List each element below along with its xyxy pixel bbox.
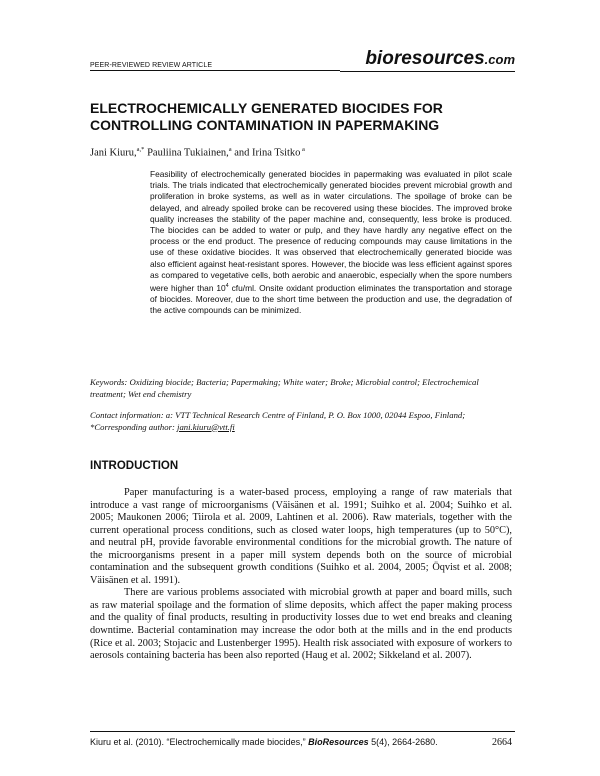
contact-information: [90, 410, 515, 433]
abstract-exponent: 4: [225, 283, 229, 290]
running-header-label: PEER-REVIEWED REVIEW ARTICLE: [90, 62, 340, 71]
body-paragraph: There are various problems associated with microbial growth at paper and board mills, such as raw material spoilage and the formation of slime deposits, which affect the paper making process and the quality of final products, resulting in productivity losses due to wet end breaks and cleaning downtime. Bacterial contamination may increase the odor both at the mills and in the end products (Rice et al. 2003; Stojacic and Lustenberger 1995). Health risk associated with exposure of workers to aerosols containing bacteria has been also reported (Haug et al. 2002; Sikkeland et al. 2007).: [90, 587, 512, 662]
footer-journal: BioResources: [308, 737, 369, 747]
author-name: Jani Kiuru,: [90, 147, 137, 159]
article-title: [90, 100, 510, 134]
article-title-line: CONTROLLING CONTAMINATION IN PAPERMAKING: [90, 117, 440, 133]
author-name: Pauliina Tukiainen,: [144, 147, 229, 159]
author-affiliation: a: [300, 146, 305, 153]
footer-volume: 5(4), 2664-2680.: [368, 737, 438, 747]
article-title-line: ELECTROCHEMICALLY GENERATED BIOCIDES FOR: [90, 100, 443, 116]
abstract: [150, 169, 512, 316]
body-paragraph: Paper manufacturing is a water-based process, employing a range of raw materials that introduce a vast range of microorganisms (Väisänen et al. 1991; Suihko et al. 2004; Suihko et al. 2005; Maukonen 2006; Tiirola et al. 2009, Lahtinen et al. 2006). Raw materials, together with the current operational process conditions, such as closed water loops, high temperatures (up to 50°C), and neutral pH, provide favorable environmental conditions for the microbial growth. The nature of the microorganisms present in a paper mill system depends both on the source of microbial contamination and the subsequent growth conditions (Suihko et al. 2004, 2005; Öqvist et al. 2008; Väisänen et al. 1991).: [90, 487, 512, 586]
page-footer: [90, 731, 515, 747]
journal-logo-name: bioresources: [365, 48, 485, 69]
keywords: Keywords: Oxidizing biocide; Bacteria; Papermaking; White water; Broke; Microbial control; Electrochemical treatment; Wet end chemistry: [90, 377, 479, 399]
author-affiliation: a,*: [136, 146, 145, 153]
abstract-text: cfu/ml. Onsite oxidant production eliminates the transportation and storage of biocides. Moreover, due to the short time between the production and use, the degradation of the active compounds can be minimized.: [150, 282, 512, 316]
contact-text: Contact information: a: VTT Technical Research Centre of Finland, P. O. Box 1000, 02044 Espoo, Finland; *Corresponding author:: [90, 410, 466, 432]
author-email-link[interactable]: jani.kiuru@vtt.fi: [177, 421, 235, 432]
section-heading: INTRODUCTION: [90, 460, 179, 472]
footer-citation: Kiuru et al. (2010). “Electrochemically made biocides,”: [90, 737, 309, 747]
body-text: [90, 487, 512, 663]
journal-logo: [340, 48, 515, 72]
journal-logo-domain: .com: [484, 52, 515, 67]
author-list: [90, 146, 305, 159]
author-affiliation: a: [228, 146, 232, 153]
page-number: 2664: [492, 737, 512, 748]
abstract-text: Feasibility of electrochemically generated biocides in papermaking was evaluated in pilot scale trials. The trials indicated that electrochemically generated biocides prevent microbial growth and proliferation in broke systems, as well as in water circulations. The spoilage of broke can be delayed, and already spoiled broke can be recovered using these biocides. The improved broke quality increases the stability of the paper machine and, consequently, less broke is produced. The biocides can be added to water or pulp, and they have hardly any negative effect on the process or the end product. The presence of reducing compounds may cause limitations in the use of these oxidative biocides. It was observed that electrochemically generated biocide was also efficient against heat-resistant spores. However, the biocide was less efficient against spores as compared to vegetative cells, both aerobic and anaerobic, especially when the spore numbers were higher than 10: [150, 169, 512, 293]
author-name: and Irina Tsitko: [231, 147, 301, 159]
